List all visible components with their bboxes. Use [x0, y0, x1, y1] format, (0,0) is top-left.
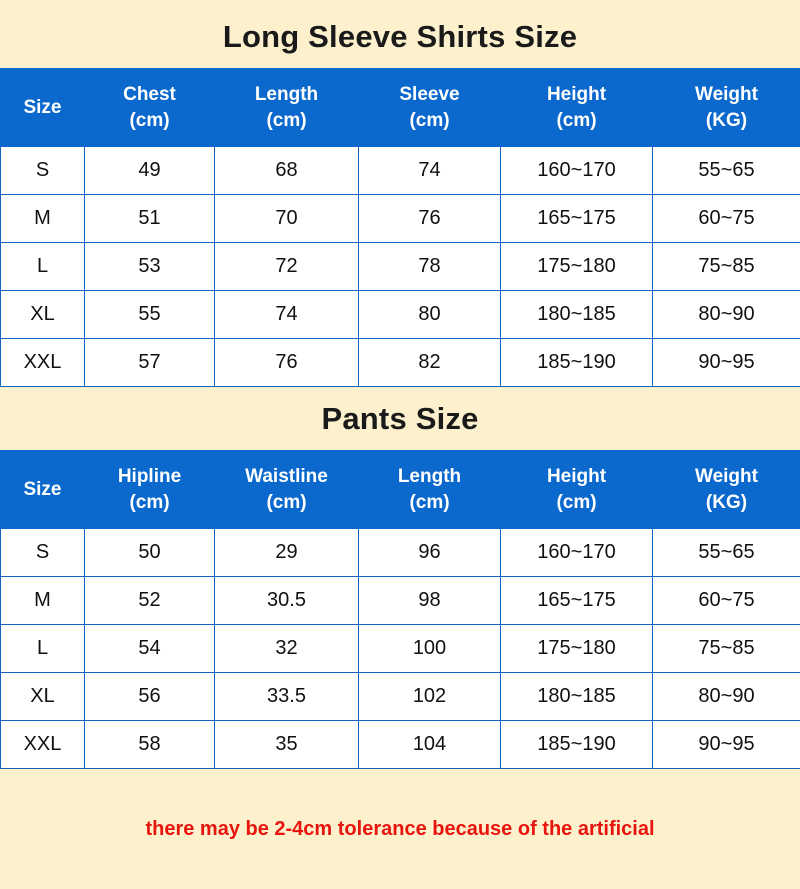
- cell-waistline: 30.5: [215, 577, 359, 625]
- column-header-unit: (cm): [266, 491, 307, 513]
- table-row: [1, 673, 800, 721]
- column-header-size: [1, 451, 85, 529]
- cell-weight: 55~65: [653, 529, 800, 577]
- column-header-waistline: [215, 451, 359, 529]
- cell-height: 165~175: [501, 195, 653, 243]
- table-header-row: [1, 69, 800, 147]
- shirts-size-table: [0, 68, 800, 387]
- column-header-label: Size: [23, 478, 62, 500]
- cell-chest: 55: [85, 291, 215, 339]
- column-header-length: [359, 451, 501, 529]
- cell-sleeve: 78: [359, 243, 501, 291]
- column-header-label: Waistline: [245, 465, 328, 487]
- table-row: [1, 339, 800, 387]
- column-header-length: [215, 69, 359, 147]
- cell-weight: 80~90: [653, 291, 800, 339]
- column-header-unit: (KG): [705, 109, 748, 131]
- column-header-unit: (cm): [409, 491, 450, 513]
- cell-length: 74: [215, 291, 359, 339]
- cell-chest: 51: [85, 195, 215, 243]
- cell-height: 165~175: [501, 577, 653, 625]
- column-header-size: [1, 69, 85, 147]
- cell-height: 180~185: [501, 291, 653, 339]
- cell-sleeve: 74: [359, 147, 501, 195]
- column-header-chest: [85, 69, 215, 147]
- column-header-unit: (cm): [556, 491, 597, 513]
- cell-weight: 75~85: [653, 625, 800, 673]
- cell-sleeve: 80: [359, 291, 501, 339]
- column-header-label: Hipline: [117, 465, 182, 487]
- cell-length: 72: [215, 243, 359, 291]
- cell-size: M: [1, 195, 85, 243]
- cell-height: 175~180: [501, 625, 653, 673]
- column-header-label: Height: [546, 465, 607, 487]
- pants-size-table: [0, 450, 800, 769]
- cell-size: L: [1, 625, 85, 673]
- cell-waistline: 35: [215, 721, 359, 769]
- column-header-unit: (cm): [129, 491, 170, 513]
- cell-waistline: 33.5: [215, 673, 359, 721]
- cell-size: XXL: [1, 339, 85, 387]
- column-header-label: Weight: [695, 465, 758, 487]
- cell-sleeve: 82: [359, 339, 501, 387]
- pants-table-body: [1, 529, 800, 769]
- table-row: [1, 291, 800, 339]
- cell-height: 175~180: [501, 243, 653, 291]
- shirts-title: Long Sleeve Shirts Size: [222, 19, 578, 54]
- cell-hipline: 54: [85, 625, 215, 673]
- cell-height: 180~185: [501, 673, 653, 721]
- column-header-label: Sleeve: [399, 83, 460, 105]
- cell-length: 76: [215, 339, 359, 387]
- table-row: [1, 625, 800, 673]
- column-header-sleeve: [359, 69, 501, 147]
- cell-size: M: [1, 577, 85, 625]
- column-header-label: Length: [254, 83, 319, 105]
- pants-title: Pants Size: [321, 401, 479, 436]
- column-header-label: Weight: [695, 83, 758, 105]
- cell-size: S: [1, 529, 85, 577]
- column-header-unit: (KG): [705, 491, 748, 513]
- cell-weight: 90~95: [653, 721, 800, 769]
- cell-length: 70: [215, 195, 359, 243]
- cell-chest: 57: [85, 339, 215, 387]
- pants-table-head: [1, 451, 800, 529]
- cell-hipline: 56: [85, 673, 215, 721]
- cell-length: 96: [359, 529, 501, 577]
- cell-size: S: [1, 147, 85, 195]
- column-header-hipline: [85, 451, 215, 529]
- column-header-unit: (cm): [556, 109, 597, 131]
- tolerance-note: there may be 2-4cm tolerance because of the artificial: [145, 817, 655, 840]
- cell-chest: 53: [85, 243, 215, 291]
- cell-size: L: [1, 243, 85, 291]
- cell-size: XXL: [1, 721, 85, 769]
- column-header-height: [501, 451, 653, 529]
- cell-size: XL: [1, 291, 85, 339]
- cell-sleeve: 76: [359, 195, 501, 243]
- cell-length: 100: [359, 625, 501, 673]
- cell-weight: 60~75: [653, 195, 800, 243]
- table-row: [1, 529, 800, 577]
- cell-length: 98: [359, 577, 501, 625]
- column-header-unit: (cm): [266, 109, 307, 131]
- cell-length: 102: [359, 673, 501, 721]
- column-header-label: Size: [23, 96, 62, 118]
- cell-waistline: 29: [215, 529, 359, 577]
- column-header-unit: (cm): [409, 109, 450, 131]
- cell-height: 185~190: [501, 721, 653, 769]
- shirts-table-head: [1, 69, 800, 147]
- shirts-table-body: [1, 147, 800, 387]
- cell-weight: 75~85: [653, 243, 800, 291]
- column-header-unit: (cm): [129, 109, 170, 131]
- cell-weight: 80~90: [653, 673, 800, 721]
- cell-waistline: 32: [215, 625, 359, 673]
- column-header-label: Length: [397, 465, 462, 487]
- cell-height: 160~170: [501, 147, 653, 195]
- cell-weight: 60~75: [653, 577, 800, 625]
- cell-height: 185~190: [501, 339, 653, 387]
- column-header-weight: [653, 451, 800, 529]
- table-row: [1, 147, 800, 195]
- column-header-label: Height: [546, 83, 607, 105]
- cell-length: 68: [215, 147, 359, 195]
- table-row: [1, 243, 800, 291]
- column-header-weight: [653, 69, 800, 147]
- cell-weight: 90~95: [653, 339, 800, 387]
- cell-length: 104: [359, 721, 501, 769]
- column-header-label: Chest: [123, 83, 176, 105]
- cell-hipline: 50: [85, 529, 215, 577]
- cell-weight: 55~65: [653, 147, 800, 195]
- table-header-row: [1, 451, 800, 529]
- column-header-height: [501, 69, 653, 147]
- cell-height: 160~170: [501, 529, 653, 577]
- cell-size: XL: [1, 673, 85, 721]
- table-row: [1, 577, 800, 625]
- table-row: [1, 721, 800, 769]
- table-row: [1, 195, 800, 243]
- cell-hipline: 52: [85, 577, 215, 625]
- cell-chest: 49: [85, 147, 215, 195]
- cell-hipline: 58: [85, 721, 215, 769]
